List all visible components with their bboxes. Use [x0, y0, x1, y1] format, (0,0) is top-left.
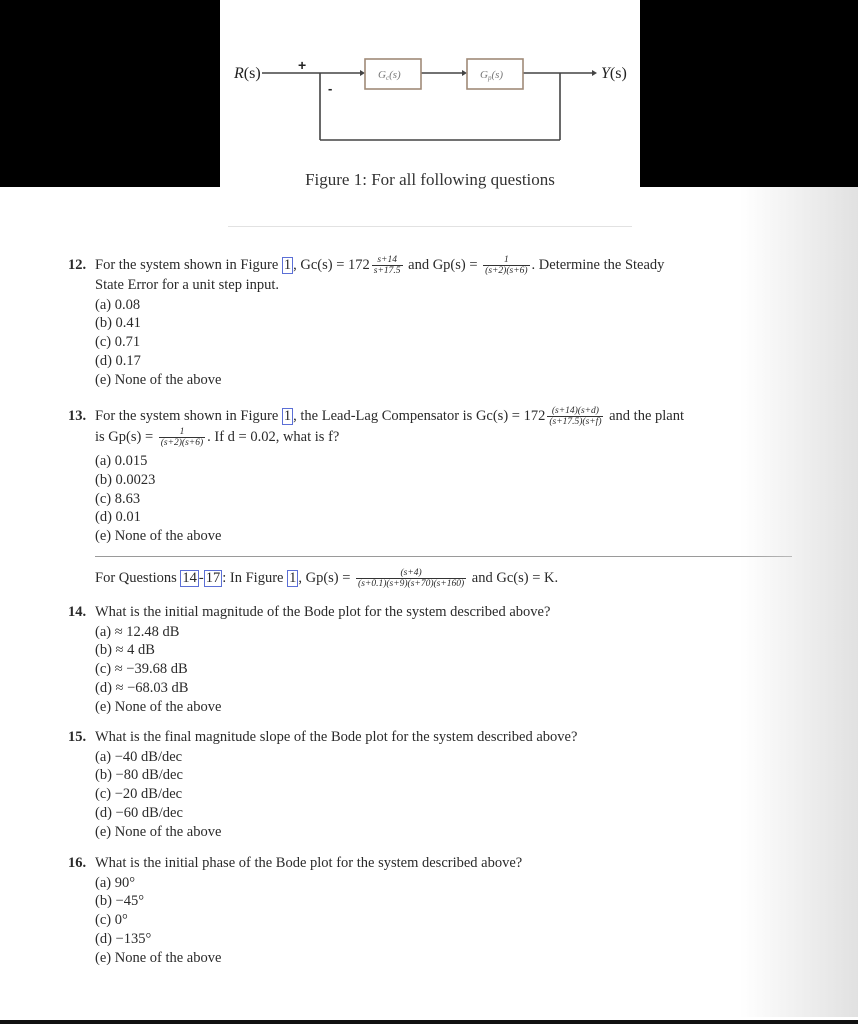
question-number: 12. — [68, 256, 87, 273]
option-e[interactable]: (e) None of the above — [95, 698, 222, 715]
section-divider — [95, 556, 792, 557]
question-number: 14. — [68, 604, 87, 620]
gc-label: Gc(s) — [378, 69, 401, 82]
option-b[interactable]: (b) ≈ 4 dB — [95, 642, 155, 659]
question-ref-17[interactable]: 17 — [205, 569, 221, 586]
question-text: What is the final magnitude slope of the Bode plot for the system described above? — [95, 729, 578, 745]
gp-label: Gp(s) — [480, 69, 504, 82]
option-a[interactable]: (a) 0.015 — [95, 453, 148, 469]
option-d[interactable]: (d) 0.17 — [95, 352, 141, 369]
gc-fraction: $\frac{s+14}{s+17.5}$ — [373, 255, 401, 276]
figure-ref-link[interactable]: 1 — [289, 569, 297, 586]
option-b[interactable]: (b) −45° — [95, 893, 145, 910]
gc-fraction: $\frac{(s+14)(s+d)}{(s+17.5)(s+f)}$ — [549, 406, 602, 427]
options-list — [68, 874, 522, 968]
plus-sign: + — [298, 57, 307, 73]
question-number: 13. — [68, 407, 87, 424]
option-a[interactable]: (a) ≈ 12.48 dB — [95, 623, 180, 640]
option-d[interactable]: (d) −60 dB/dec — [95, 804, 183, 821]
option-b[interactable]: (b) 0.41 — [95, 315, 141, 332]
question-number: 16. — [68, 855, 87, 871]
option-e[interactable]: (e) None of the above — [95, 823, 222, 840]
question-text: , the Lead-Lag Compensator is Gc(s) = 172 — [293, 407, 546, 424]
option-a[interactable]: (a) −40 dB/dec — [95, 748, 183, 765]
gp-fraction: $\frac{(s+4)}{(s+0.1)(s+9)(s+70)(s+160)}$ — [358, 568, 465, 589]
bottom-border — [0, 1020, 858, 1024]
option-a[interactable]: (a) 0.08 — [95, 296, 141, 313]
question-16 — [68, 854, 522, 967]
options-list — [68, 623, 550, 717]
question-number: 15. — [68, 729, 87, 745]
question-12 — [68, 255, 798, 389]
figure-ref-link[interactable]: 1 — [283, 407, 292, 424]
option-b[interactable]: (b) −80 dB/dec — [95, 767, 183, 784]
option-d[interactable]: (d) ≈ −68.03 dB — [95, 679, 189, 696]
option-c[interactable]: (c) −20 dB/dec — [95, 786, 183, 803]
option-c[interactable]: (c) ≈ −39.68 dB — [95, 661, 188, 678]
option-c[interactable]: (c) 0.71 — [95, 334, 141, 351]
gp-fraction: $\frac{1}{(s+2)(s+6)}$ — [160, 427, 204, 448]
question-text: and the plant — [605, 407, 685, 424]
option-a[interactable]: (a) 90° — [95, 874, 136, 891]
question-text: For the system shown in Figure — [95, 256, 279, 273]
question-15 — [68, 728, 577, 841]
gp-fraction: $\frac{1}{(s+2)(s+6)}$ — [485, 255, 528, 276]
minus-sign: - — [328, 81, 333, 96]
option-c[interactable]: (c) 8.63 — [95, 490, 141, 507]
question-text-cont: State Error for a unit step input. — [95, 277, 280, 293]
question-text: For the system shown in Figure — [95, 407, 279, 424]
block-diagram — [220, 0, 640, 160]
output-label: Y(s) — [601, 65, 627, 82]
question-text: What is the initial magnitude of the Bode plot for the system described above? — [95, 604, 551, 620]
options-list — [68, 296, 798, 390]
option-b[interactable]: (b) 0.0023 — [95, 471, 156, 488]
option-d[interactable]: (d) 0.01 — [95, 509, 141, 526]
option-e[interactable]: (e) None of the above — [95, 371, 222, 388]
figure-1 — [220, 0, 640, 195]
question-text: and Gp(s) = — [404, 256, 482, 273]
option-e[interactable]: (e) None of the above — [95, 528, 222, 545]
input-label: R(s) — [234, 65, 261, 82]
questions-14-17-intro: For Questions 14 - 17 : In Figure 1 , Gp(s) = $\frac{(s+4)}{(s+0.1)(s+9)(s+70)(s+160)}$ and Gc(s) = K. — [95, 568, 559, 589]
photo-border-right — [640, 0, 858, 187]
question-14 — [68, 603, 550, 716]
photo-border-left — [0, 0, 220, 187]
question-text-cont: is Gp(s) = $\frac{1}{(s+2)(s+6)}$ . If d = 0.02, what is f? — [95, 427, 340, 448]
option-c[interactable]: (c) 0° — [95, 912, 128, 929]
options-list — [68, 452, 798, 546]
divider — [228, 226, 632, 227]
question-13 — [68, 406, 798, 546]
figure-ref-link[interactable]: 1 — [283, 256, 292, 273]
options-list — [68, 748, 577, 842]
question-ref-14[interactable]: 14 — [182, 569, 197, 586]
question-text: . Determine the Steady — [531, 256, 665, 273]
option-d[interactable]: (d) −135° — [95, 930, 152, 947]
figure-caption: Figure 1: For all following questions — [305, 170, 555, 189]
question-text: What is the initial phase of the Bode plot for the system described above? — [95, 855, 523, 871]
gc-expression: , Gc(s) = 172 — [293, 256, 370, 273]
option-e[interactable]: (e) None of the above — [95, 949, 222, 966]
